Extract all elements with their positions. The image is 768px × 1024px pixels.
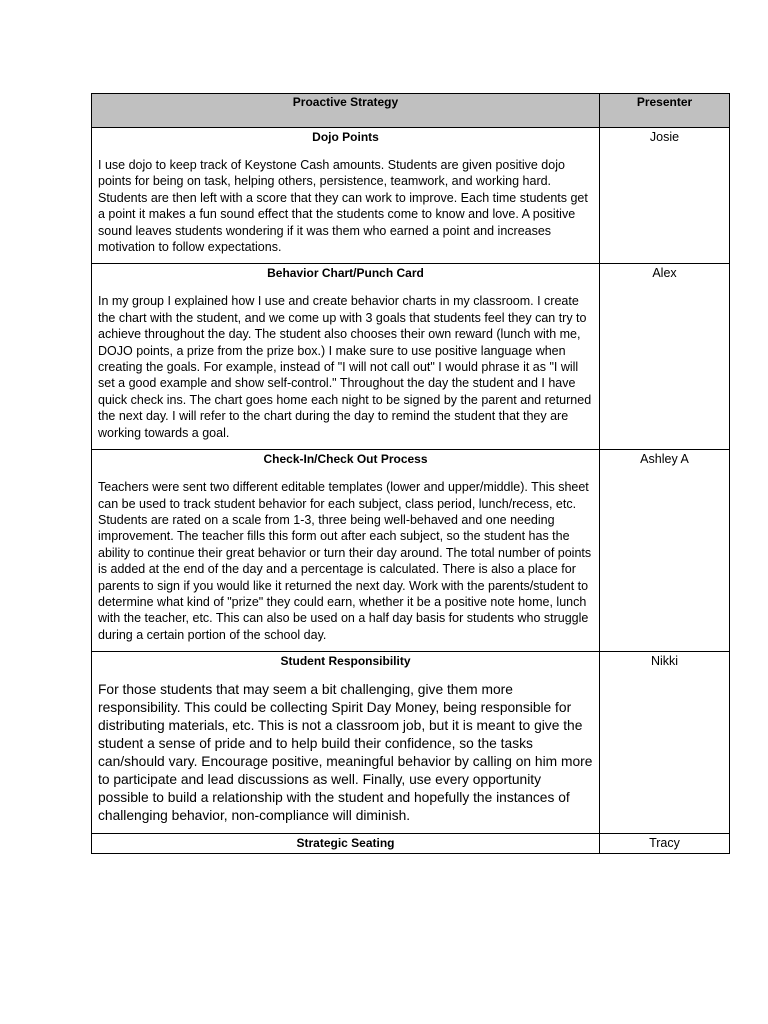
strategy-cell	[92, 128, 600, 264]
table-row	[92, 128, 730, 264]
table-row	[92, 450, 730, 652]
presenter-cell: Tracy	[600, 834, 730, 854]
table-row	[92, 652, 730, 834]
table-row	[92, 264, 730, 450]
strategy-title: Dojo Points	[312, 130, 379, 144]
strategy-cell	[92, 450, 600, 652]
strategy-description: I use dojo to keep track of Keystone Cash amounts. Students are given positive dojo points for being on task, helping others, persistence, teamwork, and working hard. Students are then left with a score that they can work to improve. Each time students get a point it makes a fun sound effect that the students come to know and love. A positive sound leaves students wondering if it was them who earned a point and increases motivation to follow expectations.	[98, 158, 588, 255]
presenter-cell: Ashley A	[600, 450, 730, 652]
presenter-cell: Nikki	[600, 652, 730, 834]
strategy-description: For those students that may seem a bit challenging, give them more responsibility. This could be collecting Spirit Day Money, being responsible for distributing materials, etc. This is not a classroom job, but it is meant to give the student a sense of pride and to help build their confidence, so the tasks can/should vary. Encourage positive, meaningful behavior by calling on him more to participate and lead discussions as well. Finally, use every opportunity possible to build a relationship with the student and hopefully the instances of challenging behavior, non-compliance will diminish.	[98, 682, 593, 824]
table-header-row	[92, 94, 730, 128]
strategy-description: Teachers were sent two different editable templates (lower and upper/middle). This sheet can be used to track student behavior for each subject, class period, lunch/recess, etc. Students are rated on a scale from 1-3, three being well-behaved and one needing improvement. The teacher fills this form out after each subject, so the student has the ability to continue their great behavior or turn their day around. The total number of points is added at the end of the day and a percentage is calculated. There is also a place for parents to sign if you would like it returned the next day. Work with the parents/student to determine what kind of "prize" they could earn, whether it be a positive note home, lunch with the teacher, etc. This can also be used on a half day basis for students who struggle during a certain portion of the school day.	[98, 480, 592, 642]
column-header-presenter: Presenter	[600, 94, 730, 128]
strategy-title: Strategic Seating	[296, 836, 395, 851]
strategy-title: Check-In/Check Out Process	[263, 452, 428, 467]
presenter-cell: Josie	[600, 128, 730, 264]
strategy-cell	[92, 652, 600, 834]
table-row	[92, 834, 730, 854]
strategy-description: In my group I explained how I use and create behavior charts in my classroom. I create the chart with the student, and we come up with 3 goals that students feel they can try to achieve throughout the day. The student also chooses their own reward (lunch with me, DOJO points, a prize from the prize box.) I make sure to use positive language when creating the goals. For example, instead of "I will not call out" I would phrase it as "I will set a good example and show self-control." Throughout the day the student and I have quick check ins. The chart goes home each night to be signed by the parent and returned the next day. I will refer to the chart during the day to remind the student that they are working towards a goal.	[98, 294, 592, 440]
strategy-cell	[92, 834, 600, 854]
presenter-cell: Alex	[600, 264, 730, 450]
column-header-strategy: Proactive Strategy	[92, 94, 600, 128]
strategy-title: Student Responsibility	[280, 654, 411, 669]
strategy-table	[91, 93, 730, 854]
strategy-cell	[92, 264, 600, 450]
strategy-title: Behavior Chart/Punch Card	[267, 266, 424, 281]
